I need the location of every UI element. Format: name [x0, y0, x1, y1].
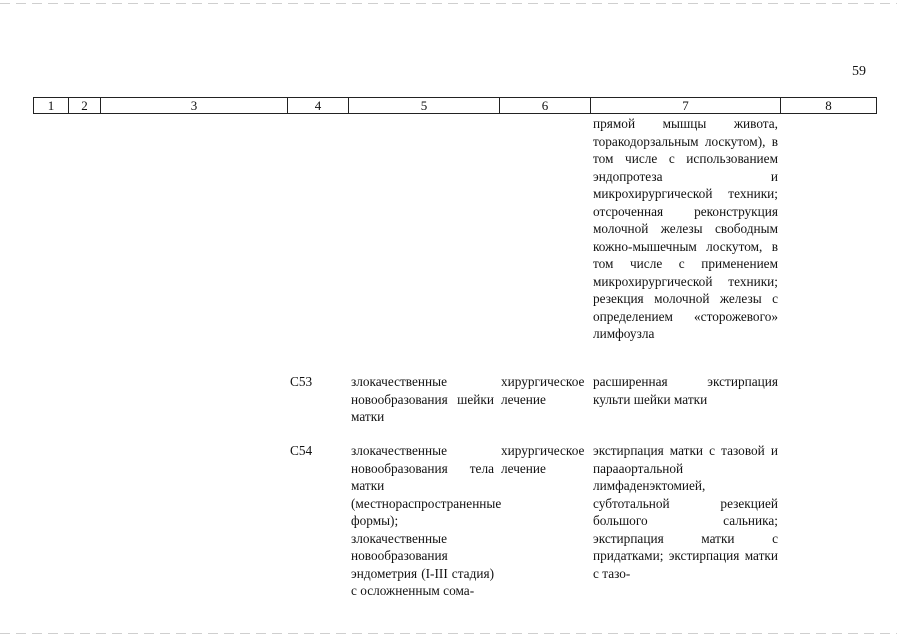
row-c54-treatment-type: хирургическое лечение: [501, 443, 585, 476]
column-number-6: 6: [500, 98, 591, 114]
column-number-8: 8: [781, 98, 877, 114]
row-c54-code: C54: [290, 443, 313, 458]
column-number-header: [33, 97, 877, 114]
column-number-4: 4: [288, 98, 349, 114]
row-c54-method: экстирпация матки с тазовой и парааортальной лимфаденэктомией, субтотальной резекцией большого сальника; экстирпация матки с придатками; экстирпация матки с тазо-: [593, 443, 778, 581]
scan-edge-bottom: [0, 633, 897, 634]
row-c53-method: расширенная экстирпация культи шейки матки: [593, 374, 778, 407]
column-number-5: 5: [349, 98, 500, 114]
row-c53-code: C53: [290, 374, 313, 389]
row-c53-diagnosis: злокачественные новообразования шейки матки: [351, 374, 494, 424]
column-number-2: 2: [69, 98, 101, 114]
scan-edge-top: [0, 3, 897, 4]
column-number-1: 1: [34, 98, 69, 114]
page-number: 59: [852, 64, 866, 79]
column-number-7: 7: [591, 98, 781, 114]
column-number-3: 3: [101, 98, 288, 114]
continued-method-text: прямой мышцы живота, торакодорзальным лоскутом), в том числе с использованием эндопротеза и микрохирургической техники; отсроченная реконструкция молочной железы свободным кожно-мышечным лоскутом, в том числе с применением микрохирургической техники; резекция молочной железы с определением «сторожевого» лимфоузла: [593, 116, 778, 341]
row-c54-diagnosis: злокачественные новообразования тела матки (местнораспространенные формы); злокачественные новообразования эндометрия (I-III стадия) с осложненным сома-: [351, 443, 502, 598]
row-c53-treatment-type: хирургическое лечение: [501, 374, 585, 407]
